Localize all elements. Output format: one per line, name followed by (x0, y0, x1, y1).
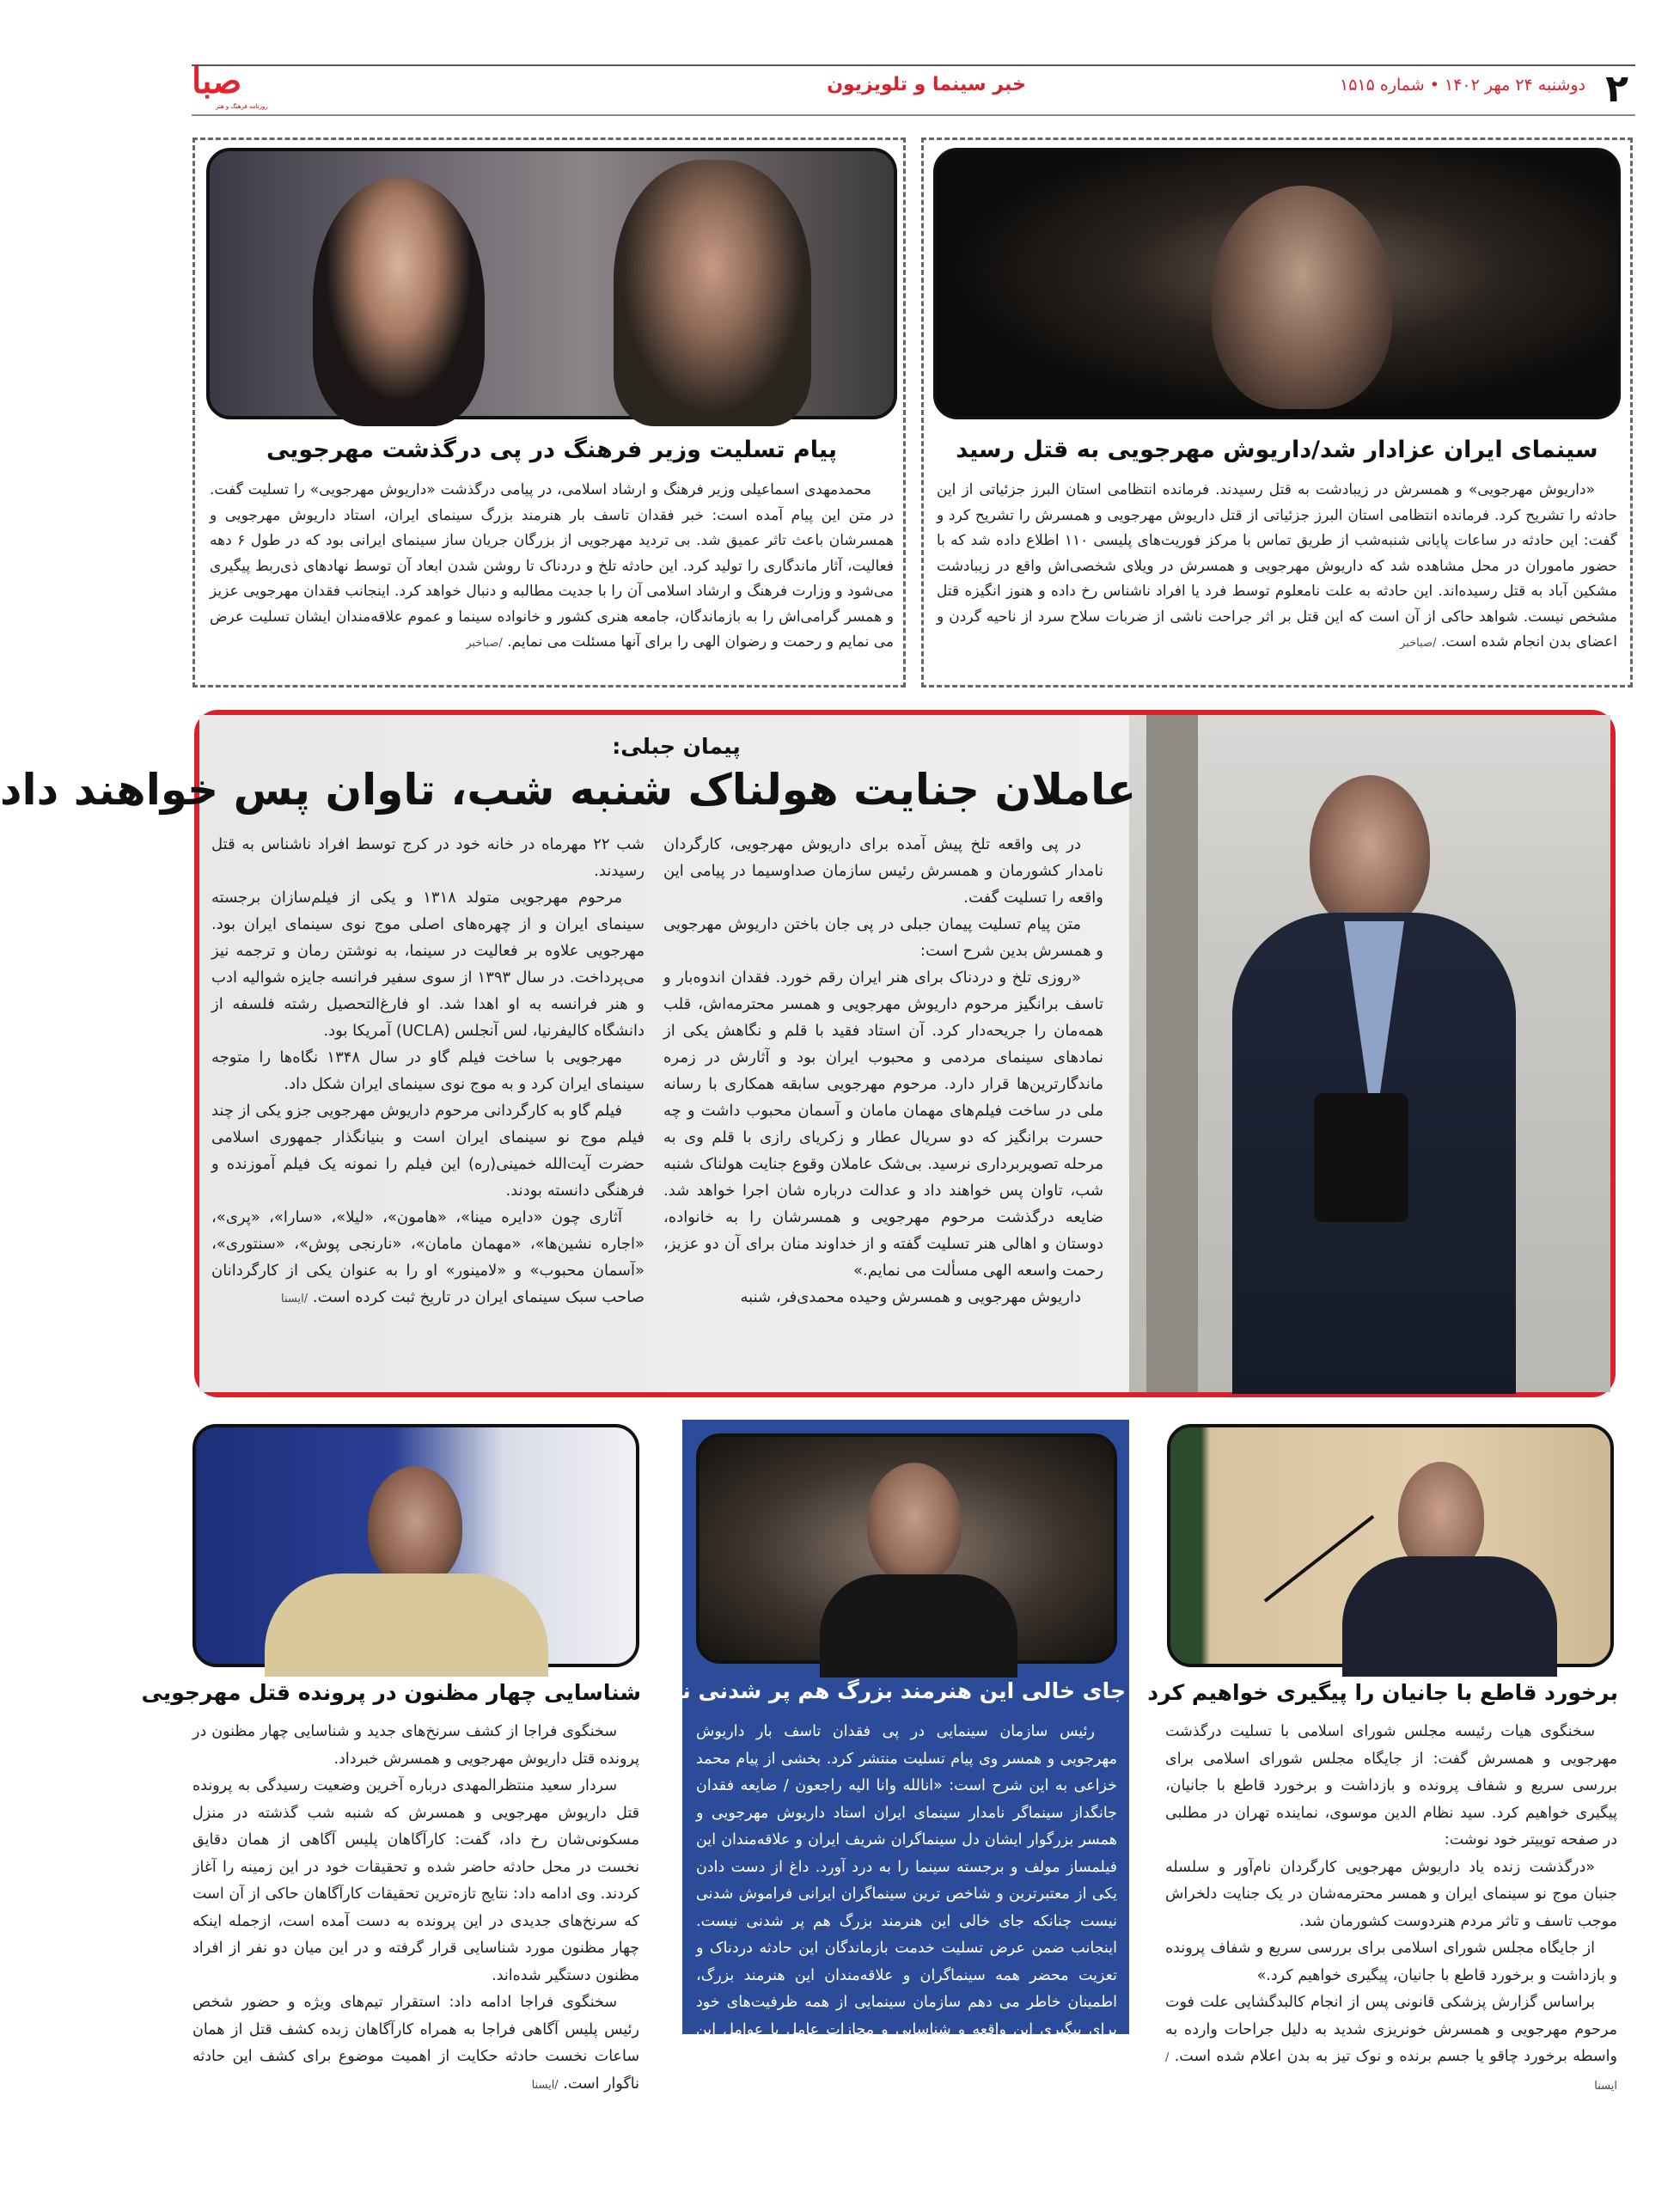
paragraph: متن پیام تسلیت پیمان جبلی در پی جان باختن داریوش مهرجویی و همسرش بدین شرح است: (663, 915, 1103, 960)
feature-headline: عاملان جنایت هولناک شنبه شب، تاوان پس خواهند داد (0, 765, 1136, 815)
paragraph: آثاری چون «دایره مینا»، «هامون»، «لیلا»، «سارا»، «پری»، «اجاره نشین‌ها»، «مهمان مامان»، «نارنجی پوش»، «سنتوری»، «آسمان محبوب» و «لامینور» او را به عنوان یکی از کارگردانان صاحب سبک سینمای ایران در تاریخ ثبت کرده است. (211, 1208, 645, 1306)
body-text: «داریوش مهرجویی» و همسرش در زیبادشت به قتل رسیدند. فرمانده انتظامی استان البرز جزئیاتی از این حادثه را تشریح کرد. فرمانده انتظامی استان البرز جزئیاتی از قتل داریوش مهرجویی و همسرش را تشریح کرد و گفت: این حادثه در ساعات پایانی شنبه‌شب از طریق تماس با مرکز فوریت‌های پلیسی ۱۱۰ اطلاع داده شد که با حضور ماموران در محل مشاهده شد که داریوش مهرجویی و همسرش در ویلای شخصی‌اش واقع در زیبادشت مشکین آباد به قتل رسیده‌اند. این حادثه به علت نامعلوم توسط فرد یا افراد ناشناس رخ داده و هنوز انگیزه قتل مشخص نیست. شواهد حاکی از آن است که این قتل بر اثر جراحت ناشی از ضربات سلاح سرد از ناحیه گردن و اعضای بدن انجام شده است. (937, 481, 1617, 651)
paragraph: داریوش مهرجویی و همسرش وحیده محمدی‌فر، شنبه (740, 1288, 1081, 1306)
man-silhouette (614, 160, 811, 426)
headline-bottom-left: شناسایی چهار مظنون در پرونده قتل مهرجویی (141, 1680, 641, 1705)
paragraph: «درگذشت زنده یاد داریوش مهرجویی کارگردان نام‌آور و سلسله جنبان موج نو سینمای ایران و همسر محترمه‌شان در یک جنایت دلخراش موجب تاسف و تاثر مردم هنردوست کشورمان شد. (1165, 1858, 1617, 1930)
feature-box (0, 710, 1616, 1397)
photo-police-spokesman (192, 1424, 639, 1667)
paragraph: «روزی تلخ و دردناک برای هنر ایران رقم خورد. فقدان اندوه‌بار و تاسف برانگیز مرحوم داریوش مهرجویی و همسر محترمه‌اش، قلب همه‌مان را جریحه‌دار کرد. آن استاد فقید با قلم و نگاهش یکی از نمادهای سینمای مردمی و محبوب ایران بود و آثارش در زمره ماندگارترین‌ها قرار دارد. مرحوم مهرجویی سابقه همکاری با رسانه ملی در ساخت فیلم‌های مهمان مامان و آسمان محبوب داشت و چه حسرت برانگیز که دو سریال عطار و زکریای رازی با قلم وی به مرحله تصویربرداری نرسید. بی‌شک عاملان وقوع جنایت هولناک شنبه شب، تاوان پس خواهند داد و عدالت درباره شان اجرا خواهد شد. ضایعه درگذشت مرحوم مهرجویی و همسرشان را به خانواده، دوستان و اهالی هنر تسلیت گفته و از خداوند منان برای آن دو عزیز، رحمت واسعه الهی مسألت می نمایم.» (663, 969, 1103, 1280)
body-text: محمدمهدی اسماعیلی وزیر فرهنگ و ارشاد اسلامی، در پیامی درگذشت «داریوش مهرجویی» را تسلیت گفت. در متن این پیام آمده است: خبر فقدان تاسف بار هنرمند بزرگ سینمای ایران، استاد داریوش مهرجویی و همسرشان باعث تاثر عمیق شد. بی تردید مهرجویی از بزرگان جریان ساز سینمای ایرانی بود که در طول ۶ دهه فعالیت، آثار ماندگاری را تولید کرد. این حادثه تلخ و دردناک تا روشن شدن ابعاد آن توسط نهادهای ذی‌ربط پیگیری می‌شود و وزارت فرهنگ و ارشاد اسلامی آن را با جدیت مطالبه و دنبال خواهد کرد. اینجانب فقدان مهرجویی عزیز و همسر گرامی‌اش را به بازماندگان، جامعه هنری کشور و خانواده سینما و عموم علاقه‌مندان ایشان تسلیت عرض می نمایم و رحمت و رضوان الهی را برای آنها مسئلت می نمایم. (210, 481, 895, 651)
paragraph: سردار سعید منتظرالمهدی درباره آخرین وضعیت رسیدگی به پرونده قتل داریوش مهرجویی و همسرش که شنبه شب گذشته در منزل مسکونی‌شان رخ داد، گفت: کارآگاهان پلیس آگاهی از همان دقایق نخست در محل حادثه حاضر شده و تحقیقات خود در این زمینه را آغاز کردند. وی ادامه داد: نتایج تازه‌ترین تحقیقات کارآگاهان حاکی از آن است که سرنخ‌های جدیدی در این پرونده به دست آمده است، ازجمله اینکه چهار مظنون مورد شناسایی قرار گرفته و در این میان دو نفر از افراد مظنون دستگیر شده‌اند. (192, 1777, 639, 1984)
woman-silhouette (313, 177, 485, 426)
paragraph: سخنگوی هیات رئیسه مجلس شورای اسلامی با تسلیت درگذشت مهرجویی و همسرش گفت: از جایگاه مجلس شورای اسلامی برای بررسی سریع و شفاف پرونده و بازداشت و برخورد قاطع با جانیان، پیگیری خواهیم کرد. سید نظام الدین موسوی، نماینده تهران در مطلبی در صفحه توییتر خود نوشت: (1165, 1723, 1617, 1849)
headline-bottom-center: جای خالی این هنرمند بزرگ هم پر شدنی نیست (629, 1678, 1126, 1703)
section-title: خبر سینما و تلویزیون (827, 74, 1026, 95)
paragraph: از جایگاه مجلس شورای اسلامی برای بررسی سریع و شفاف پرونده و بازداشت و برخورد قاطع با جانیان، پیگیری خواهیم کرد.» (1165, 1940, 1617, 1984)
paragraph: در پی واقعه تلخ پیش آمده برای داریوش مهرجویی، کارگردان نامدار کشورمان و همسرش رئیس سازمان صداوسیما در پیامی این واقعه را تسلیت گفت. (663, 835, 1103, 907)
feature-column-right (663, 831, 1103, 1311)
paragraph: سخنگوی فراجا ادامه داد: استقرار تیم‌های ویژه و حضور شخص رئیس پلیس آگاهی فراجا به همراه کارآگاهان زبده کشف قتل از همان ساعات نخست حادثه حکایت از اهمیت موضوع برای کشف این حادثه ناگوار است. (192, 1994, 639, 2093)
paragraph: فیلم گاو به کارگردانی مرحوم داریوش مهرجویی جزو یکی از چند فیلم موج نو سینمای ایران است و بنیانگذار جمهوری اسلامی حضرت آیت‌الله خمینی(ره) این فیلم را نمونه یک فیلم آموزنده و فرهنگی دانسته بودند. (211, 1102, 645, 1200)
feature-kicker: پیمان جبلی: (612, 734, 741, 759)
signature: محمد خزاعی / رئیس سازمان سینمایی کشور» (803, 2102, 1095, 2119)
source-credit: /ایسنا (1165, 2051, 1617, 2093)
paragraph: مرحوم مهرجویی متولد ۱۳۱۸ و یکی از فیلم‌سازان برجسته سینمای ایران و از چهره‌های اصلی موج نوی سینمای ایران بود. مهرجویی علاوه بر فعالیت در سینما، به نوشتن رمان و ترجمه نیز می‌پرداخت. در سال ۱۳۹۳ از سوی سفیر فرانسه جایزه شوالیه ادب و هنر فرانسه به او اهدا شد. او فارغ‌التحصیل رشته فلسفه از دانشگاه کالیفرنیا، لس آنجلس (UCLA) آمریکا بود. (211, 889, 645, 1040)
source-credit: /صباخبر (1400, 637, 1437, 650)
paragraph: مهرجویی با ساخت فیلم گاو در سال ۱۳۴۸ نگاه‌ها را متوجه سینمای ایران کرد و به موج نوی سینمای ایران شکل داد. (211, 1048, 645, 1093)
paragraph: براساس گزارش پزشکی قانونی پس از انجام کالبدگشایی علت فوت مرحوم مهرجویی و همسرش خونریزی شدید به دلیل جراحات وارده به واسطه برخورد چاقو یا جسم برنده و نوک تیز به بدن اعلام شده است. (1165, 1994, 1617, 2065)
portrait-silhouette (1212, 186, 1392, 409)
photo-mehrjui-and-wife (206, 148, 897, 419)
page-number: ۲ (1605, 67, 1628, 111)
person-suit (820, 1574, 1017, 1678)
paragraph: شب ۲۲ مهرماه در خانه خود در کرج توسط افراد ناشناس به قتل رسیدند. (211, 835, 645, 880)
photo-mehrjui-portrait (933, 148, 1621, 419)
paragraph: سخنگوی فراجا از کشف سرنخ‌های جدید و شناسایی چهار مظنون در پرونده قتل داریوش مهرجویی و همسرش خبرداد. (192, 1723, 639, 1768)
feature-column-left (211, 831, 645, 1312)
source-credit: /ایسنا (772, 2105, 799, 2118)
source-credit: /ایسنا (281, 1292, 309, 1305)
door-frame (1146, 715, 1198, 1392)
person-suit (1342, 1556, 1557, 1677)
headline-top-right: سینمای ایران عزادار شد/داریوش مهرجویی به قتل رسید (956, 437, 1598, 463)
person-head (368, 1466, 462, 1586)
source-credit: /ایسنا (531, 2078, 559, 2092)
photo-nezamoddin-mousavi (1167, 1424, 1614, 1667)
body-top-right (937, 478, 1617, 657)
body-bottom-left (192, 1719, 639, 2099)
body-bottom-center (696, 1719, 1117, 2126)
body-top-left (210, 478, 894, 657)
body-bottom-right (1165, 1719, 1617, 2099)
date-issue: دوشنبه ۲۴ مهر ۱۴۰۲ • شماره ۱۵۱۵ (1340, 76, 1585, 95)
header-top-rule (192, 64, 1635, 66)
headline-bottom-right: برخورد قاطع با جانیان را پیگیری خواهیم کرد (1147, 1680, 1618, 1705)
paragraph: رئیس سازمان سینمایی در پی فقدان تاسف بار داریوش مهرجویی و همسر وی پیام تسلیت منتشر کرد. بخشی از پیام محمد خزاعی به این شرح است: «انالله وانا الیه راجعون / ضایعه فقدان جانگداز سینماگر نامدار سینمای ایران استاد داریوش مهرجویی و همسر بزرگوار ایشان دل سینماگران شریف ایران و علاقه‌مندان این فیلمساز مولف و برجسته سینما را به درد آورد. داغ از دست دادن یکی از معتبرترین و شاخص ترین سینماگران ایرانی فراموش شدنی نیست چنانکه جای خالی این هنرمند بزرگ هم پر شدنی نیست. اینجانب ضمن عرض تسلیت خدمت بازماندگان این حادثه دردناک و تعزیت محضر همه سینماگران و علاقه‌مندان این هنرمند بزرگ، اطمینان خاطر می دهم سازمان سینمایی از همه ظرفیت‌های خود برای پیگیری این واقعه و شناسایی و مجازات عامل یا عوامل این جنایت نابخشودنی استفاده خواهد کرد و تا حصول نتیجه و روشن شدن همه ابعاد ماجرا ذره‌ای دریغ نخواهد کرد. (696, 1723, 1117, 2093)
newspaper-logo (192, 61, 278, 112)
police-uniform (265, 1574, 548, 1677)
logo-tagline: روزنامه فرهنگ و هنر (216, 103, 268, 110)
source-credit: /صباخبر (466, 637, 503, 650)
briefcase (1314, 1093, 1408, 1222)
person-head (1310, 775, 1430, 930)
photo-mohammad-khazaei (696, 1433, 1117, 1664)
logo-mark: صبا (192, 61, 242, 101)
header-bottom-rule (192, 114, 1635, 116)
headline-top-left: پیام تسلیت وزیر فرهنگ در پی درگذشت مهرجویی (266, 437, 838, 463)
person-head (867, 1463, 962, 1583)
photo-peyman-jebelli (1129, 715, 1610, 1392)
